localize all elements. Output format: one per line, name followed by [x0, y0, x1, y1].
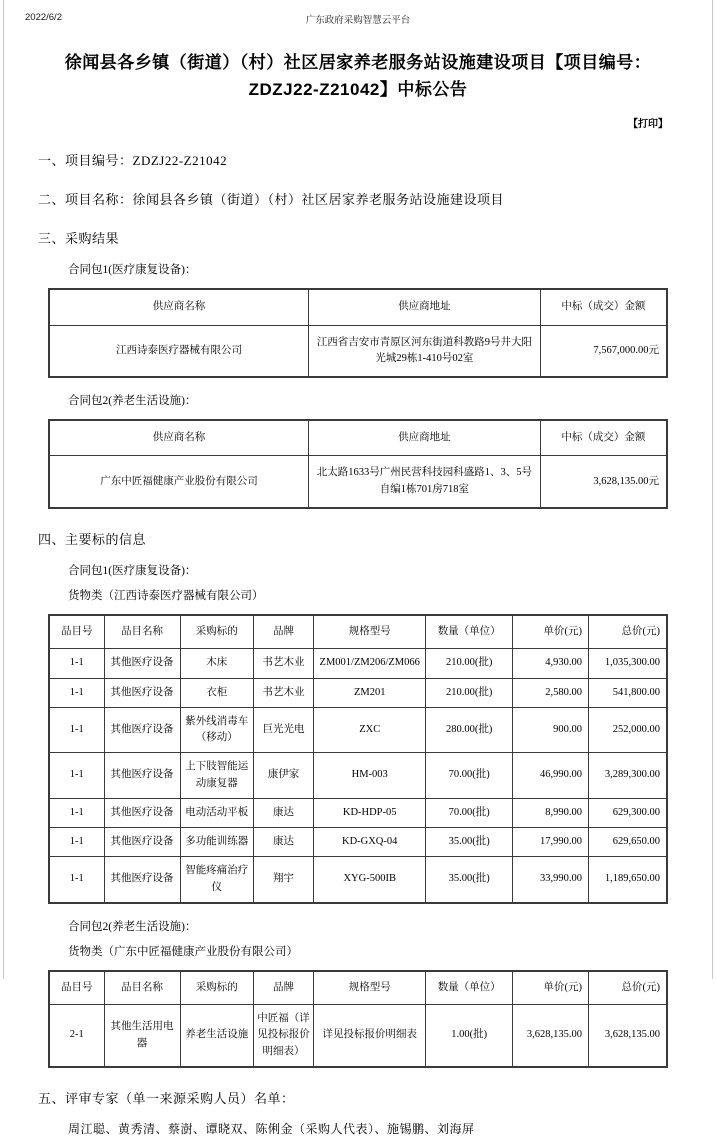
table-cell: 280.00(批): [426, 707, 513, 753]
table-cell: HM-003: [313, 753, 425, 799]
platform-title: 广东政府采购智慧云平台: [305, 15, 411, 26]
table-cell: 康达: [254, 828, 314, 857]
table-cell: 4,930.00: [512, 649, 588, 678]
top-header: [4, 12, 712, 26]
table-cell: 1,035,300.00: [588, 649, 667, 678]
column-header: 供应商名称: [49, 420, 309, 456]
table-cell: 541,800.00: [588, 678, 667, 707]
table-cell: 70.00(批): [426, 753, 513, 799]
package1-result-label: 合同包1(医疗康复设备)：: [68, 264, 197, 277]
table-cell: 翔宇: [254, 857, 314, 903]
result-table-package1: [48, 288, 668, 378]
column-header: 单价(元): [512, 971, 588, 1005]
table-cell: 电动活动平板: [180, 798, 254, 827]
column-header: 单价(元): [512, 615, 588, 649]
table-header-row: [49, 971, 667, 1005]
result-table-package2: [48, 419, 668, 509]
table-cell: 1,189,650.00: [588, 857, 667, 903]
table-cell: 8,990.00: [512, 798, 588, 827]
package1-items-label: 合同包1(医疗康复设备)：: [68, 564, 197, 577]
print-row: [4, 115, 712, 130]
column-header: 中标（成交）金额: [540, 420, 667, 456]
table-cell: 木床: [180, 649, 254, 678]
table-cell: 1-1: [49, 707, 104, 753]
title-line1: 徐闻县各乡镇（街道）（村）社区居家养老服务站设施建设项目【项目编号：: [64, 53, 652, 72]
table-row: [49, 857, 667, 903]
table-cell: 3,628,135.00: [512, 1005, 588, 1067]
column-header: 供应商地址: [309, 420, 541, 456]
table-cell: 900.00: [512, 707, 588, 753]
table-cell: 其他医疗设备: [104, 828, 180, 857]
column-header: 品目名称: [104, 971, 180, 1005]
section-project-name: 二、项目名称：徐闻县各乡镇（街道）（村）社区居家养老服务站设施建设项目: [38, 192, 505, 208]
table-row: [49, 649, 667, 678]
table-cell: 上下肢智能运动康复器: [180, 753, 254, 799]
column-header: 供应商地址: [309, 289, 541, 325]
table-row: [49, 456, 667, 508]
column-header: 品目号: [49, 971, 104, 1005]
table-cell: 康伊家: [254, 753, 314, 799]
table-cell: 33,990.00: [512, 857, 588, 903]
column-header: 品目名称: [104, 615, 180, 649]
items-table-package1: [48, 614, 668, 904]
table-cell: 252,000.00: [588, 707, 667, 753]
table-cell: 中匠福（详见投标报价明细表）: [254, 1005, 314, 1067]
table-cell: 1-1: [49, 678, 104, 707]
column-header: 数量（单位）: [426, 971, 513, 1005]
table-cell: KD-HDP-05: [313, 798, 425, 827]
table-cell: 629,300.00: [588, 798, 667, 827]
table-cell: 3,289,300.00: [588, 753, 667, 799]
table-cell: ZM201: [313, 678, 425, 707]
table-row: [49, 707, 667, 753]
column-header: 中标（成交）金额: [540, 289, 667, 325]
table-cell: 智能疼痛治疗仪: [180, 857, 254, 903]
table-cell: 康达: [254, 798, 314, 827]
header-date: 2022/6/2: [25, 12, 62, 23]
table-cell: 江西诗泰医疗器械有限公司: [49, 325, 309, 377]
table-row: [49, 678, 667, 707]
print-button[interactable]: 【打印】: [628, 119, 668, 131]
table-cell: 2-1: [49, 1005, 104, 1067]
table-cell: KD-GXQ-04: [313, 828, 425, 857]
table-row: [49, 325, 667, 377]
column-header: 供应商名称: [49, 289, 309, 325]
table-cell: ZM001/ZM206/ZM066: [313, 649, 425, 678]
table-cell: 书艺木业: [254, 678, 314, 707]
table-cell: 其他医疗设备: [104, 649, 180, 678]
table-cell: 紫外线消毒车（移动）: [180, 707, 254, 753]
table-row: [49, 1005, 667, 1067]
table-cell: 1-1: [49, 798, 104, 827]
table-cell: 7,567,000.00元: [540, 325, 667, 377]
table-cell: 其他医疗设备: [104, 707, 180, 753]
column-header: 总价(元): [588, 971, 667, 1005]
column-header: 数量（单位）: [426, 615, 513, 649]
page-title: [32, 49, 684, 103]
table-cell: 1-1: [49, 828, 104, 857]
section-main-bid-info: 四、主要标的信息: [38, 531, 147, 547]
table-cell: 其他医疗设备: [104, 798, 180, 827]
column-header: 品牌: [254, 971, 314, 1005]
table-cell: 629,650.00: [588, 828, 667, 857]
column-header: 品目号: [49, 615, 104, 649]
table-cell: 详见投标报价明细表: [313, 1005, 425, 1067]
table-cell: 江西省吉安市青原区河东街道科教路9号井大阳光城29栋1-410号02室: [309, 325, 541, 377]
table-cell: 1-1: [49, 857, 104, 903]
table-cell: 北太路1633号广州民营科技园科盛路1、3、5号自编1栋701房718室: [309, 456, 541, 508]
table-cell: 养老生活设施: [180, 1005, 254, 1067]
page: [3, 0, 713, 1136]
table-cell: 1.00(批): [426, 1005, 513, 1067]
table-cell: 多功能训练器: [180, 828, 254, 857]
table-cell: 17,990.00: [512, 828, 588, 857]
table-header-row: [49, 289, 667, 325]
column-header: 规格型号: [313, 615, 425, 649]
table-cell: 书艺木业: [254, 649, 314, 678]
table-cell: 210.00(批): [426, 678, 513, 707]
section-experts: 五、评审专家（单一来源采购人员）名单：: [38, 1090, 295, 1106]
table-cell: XYG-500IB: [313, 857, 425, 903]
table-cell: 其他医疗设备: [104, 678, 180, 707]
table-cell: 广东中匠福健康产业股份有限公司: [49, 456, 309, 508]
table-cell: 3,628,135.00元: [540, 456, 667, 508]
table-cell: 1-1: [49, 649, 104, 678]
table-row: [49, 828, 667, 857]
table-row: [49, 753, 667, 799]
table-cell: 2,580.00: [512, 678, 588, 707]
section-procurement-result: 三、采购结果: [38, 231, 120, 247]
table-header-row: [49, 615, 667, 649]
table-cell: 35.00(批): [426, 857, 513, 903]
table-cell: 其他医疗设备: [104, 857, 180, 903]
table-cell: 1-1: [49, 753, 104, 799]
table-cell: 其他生活用电器: [104, 1005, 180, 1067]
package2-result-label: 合同包2(养老生活设施)：: [68, 395, 197, 408]
experts-names: 周江聪、黄秀清、蔡澍、谭晓双、陈俐金（采购人代表）、施锡鹏、刘海屏: [68, 1121, 475, 1136]
column-header: 品牌: [254, 615, 314, 649]
table-cell: 其他医疗设备: [104, 753, 180, 799]
column-header: 总价(元): [588, 615, 667, 649]
items-table-package2: [48, 970, 668, 1068]
table-cell: 210.00(批): [426, 649, 513, 678]
table-cell: 衣柜: [180, 678, 254, 707]
package1-category-label: 货物类（江西诗泰医疗器械有限公司）: [68, 589, 264, 602]
table-cell: 35.00(批): [426, 828, 513, 857]
table-cell: ZXC: [313, 707, 425, 753]
table-cell: 46,990.00: [512, 753, 588, 799]
table-row: [49, 798, 667, 827]
column-header: 采购标的: [180, 971, 254, 1005]
package2-category-label: 货物类（广东中匠福健康产业股份有限公司）: [68, 945, 298, 958]
section-project-number: 一、项目编号：ZDZJ22-Z21042: [38, 153, 228, 169]
column-header: 规格型号: [313, 971, 425, 1005]
title-line2: ZDZJ22-Z21042】中标公告: [248, 80, 468, 100]
table-cell: 70.00(批): [426, 798, 513, 827]
package2-items-label: 合同包2(养老生活设施)：: [68, 920, 197, 933]
column-header: 采购标的: [180, 615, 254, 649]
table-cell: 3,628,135.00: [588, 1005, 667, 1067]
table-cell: 巨光光电: [254, 707, 314, 753]
table-header-row: [49, 420, 667, 456]
